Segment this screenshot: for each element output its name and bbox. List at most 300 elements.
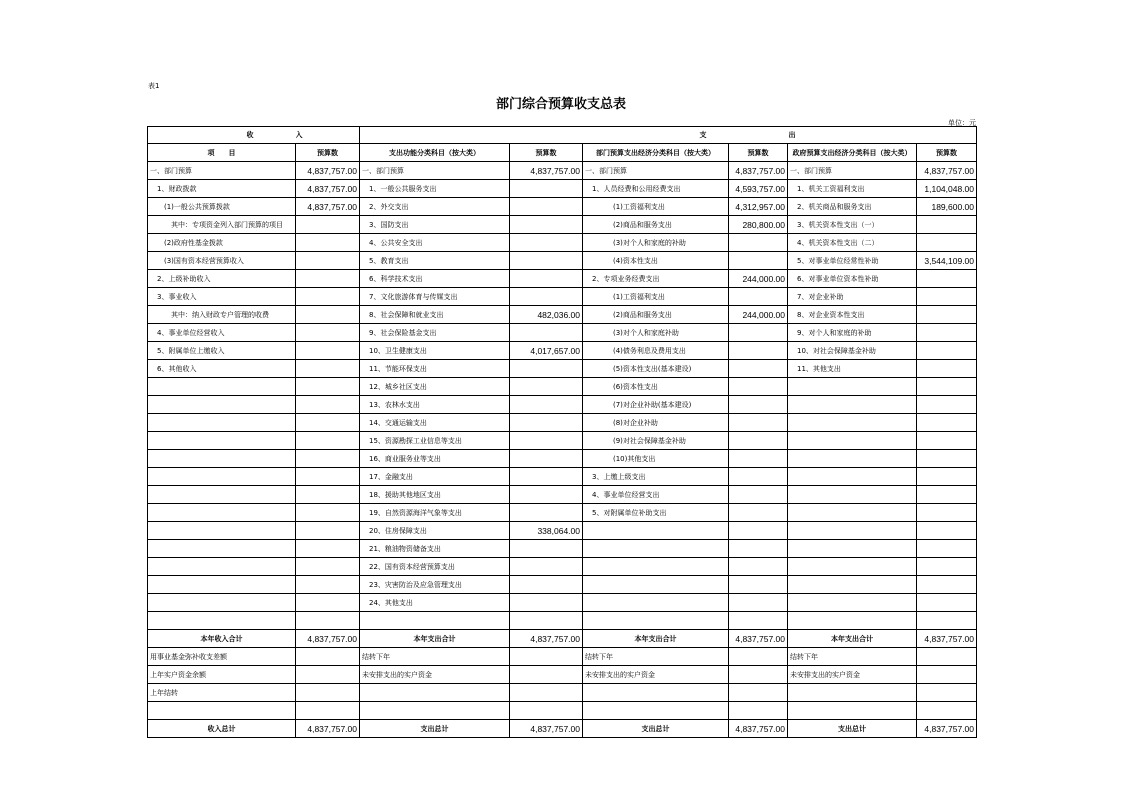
amount-cell: 244,000.00 xyxy=(729,306,788,324)
item-cell: 9、对个人和家庭的补助 xyxy=(788,324,917,342)
amount-cell xyxy=(917,432,977,450)
table-row xyxy=(148,180,977,198)
amount-cell xyxy=(917,414,977,432)
amount-cell xyxy=(917,594,977,612)
amount-cell xyxy=(296,468,360,486)
amount-cell xyxy=(510,216,583,234)
amount-cell xyxy=(296,306,360,324)
item-cell: 23、灾害防治及应急管理支出 xyxy=(360,576,510,594)
amount-cell xyxy=(729,288,788,306)
item-cell: 16、商业服务业等支出 xyxy=(360,450,510,468)
item-cell xyxy=(788,684,917,702)
table-row xyxy=(148,324,977,342)
section-income-b: 入 xyxy=(296,127,360,144)
amount-cell xyxy=(917,378,977,396)
item-cell: 支出总计 xyxy=(360,720,510,738)
amount-cell xyxy=(296,648,360,666)
amount-cell: 4,593,757.00 xyxy=(729,180,788,198)
amount-cell xyxy=(296,666,360,684)
item-cell: 8、社会保障和就业支出 xyxy=(360,306,510,324)
item-cell: 11、节能环保支出 xyxy=(360,360,510,378)
item-cell: 项 目 xyxy=(148,144,296,162)
amount-cell xyxy=(917,522,977,540)
amount-cell xyxy=(510,414,583,432)
item-cell xyxy=(148,396,296,414)
item-cell: (2)政府性基金拨款 xyxy=(148,234,296,252)
table-row xyxy=(148,162,977,180)
item-cell xyxy=(788,504,917,522)
amount-cell xyxy=(917,666,977,684)
item-cell xyxy=(148,414,296,432)
item-cell: 4、事业单位经营收入 xyxy=(148,324,296,342)
item-cell: (4)资本性支出 xyxy=(583,252,729,270)
amount-cell: 4,837,757.00 xyxy=(729,720,788,738)
amount-cell xyxy=(510,324,583,342)
amount-cell: 4,837,757.00 xyxy=(917,630,977,648)
amount-cell xyxy=(510,288,583,306)
amount-cell xyxy=(729,648,788,666)
amount-cell xyxy=(917,702,977,720)
amount-cell xyxy=(729,666,788,684)
amount-cell: 338,064.00 xyxy=(510,522,583,540)
amount-cell xyxy=(917,648,977,666)
item-cell: 一、部门预算 xyxy=(788,162,917,180)
item-cell: 17、金融支出 xyxy=(360,468,510,486)
item-cell xyxy=(148,486,296,504)
table-row xyxy=(148,252,977,270)
item-cell: 其中：纳入财政专户管理的收费 xyxy=(148,306,296,324)
item-cell: 3、国防支出 xyxy=(360,216,510,234)
table-row xyxy=(148,198,977,216)
item-cell: 上年结转 xyxy=(148,684,296,702)
amount-cell xyxy=(296,522,360,540)
item-cell: 6、其他收入 xyxy=(148,360,296,378)
item-cell: (3)国有资本经营预算收入 xyxy=(148,252,296,270)
item-cell xyxy=(583,684,729,702)
item-cell: 一、部门预算 xyxy=(148,162,296,180)
item-cell: 8、对企业资本性支出 xyxy=(788,306,917,324)
item-cell: 1、财政拨款 xyxy=(148,180,296,198)
amount-cell xyxy=(917,216,977,234)
item-cell xyxy=(148,504,296,522)
item-cell: 19、自然资源海洋气象等支出 xyxy=(360,504,510,522)
amount-cell xyxy=(296,684,360,702)
amount-cell: 4,837,757.00 xyxy=(296,198,360,216)
item-cell xyxy=(148,522,296,540)
item-cell: 5、对事业单位经常性补助 xyxy=(788,252,917,270)
item-cell: 2、专项业务经费支出 xyxy=(583,270,729,288)
item-cell: 2、上级补助收入 xyxy=(148,270,296,288)
amount-cell xyxy=(296,540,360,558)
amount-cell xyxy=(296,576,360,594)
amount-cell xyxy=(510,180,583,198)
table-row xyxy=(148,666,977,684)
item-cell: (1)工资福利支出 xyxy=(583,288,729,306)
amount-cell xyxy=(917,360,977,378)
amount-cell xyxy=(510,270,583,288)
table-row xyxy=(148,576,977,594)
amount-cell xyxy=(917,396,977,414)
amount-cell: 244,000.00 xyxy=(729,270,788,288)
item-cell: (1)工资福利支出 xyxy=(583,198,729,216)
item-cell: 部门预算支出经济分类科目（按大类） xyxy=(583,144,729,162)
item-cell: 上年实户资金余额 xyxy=(148,666,296,684)
item-cell: (5)资本性支出(基本建设) xyxy=(583,360,729,378)
table-row xyxy=(148,468,977,486)
amount-cell xyxy=(296,342,360,360)
amount-cell xyxy=(917,270,977,288)
amount-cell: 4,837,757.00 xyxy=(729,162,788,180)
item-cell xyxy=(148,612,296,630)
table-row xyxy=(148,504,977,522)
item-cell xyxy=(148,558,296,576)
amount-cell: 280,800.00 xyxy=(729,216,788,234)
amount-cell xyxy=(729,360,788,378)
item-cell xyxy=(788,468,917,486)
item-cell xyxy=(583,540,729,558)
item-cell: 本年支出合计 xyxy=(583,630,729,648)
table-row xyxy=(148,360,977,378)
grand-total-row xyxy=(148,720,977,738)
amount-cell xyxy=(296,414,360,432)
amount-cell xyxy=(917,612,977,630)
item-cell: 13、农林水支出 xyxy=(360,396,510,414)
item-cell: 1、人员经费和公用经费支出 xyxy=(583,180,729,198)
table-row xyxy=(148,270,977,288)
amount-cell xyxy=(296,252,360,270)
item-cell: 未安排支出的实户资金 xyxy=(788,666,917,684)
item-cell xyxy=(788,540,917,558)
table-row xyxy=(148,522,977,540)
amount-cell xyxy=(917,324,977,342)
item-cell: 2、外交支出 xyxy=(360,198,510,216)
item-cell: 11、其他支出 xyxy=(788,360,917,378)
item-cell: 支出总计 xyxy=(583,720,729,738)
amount-cell xyxy=(729,504,788,522)
item-cell: 14、交通运输支出 xyxy=(360,414,510,432)
amount-cell xyxy=(296,324,360,342)
amount-cell xyxy=(296,486,360,504)
amount-cell xyxy=(510,558,583,576)
amount-cell xyxy=(917,288,977,306)
table-row xyxy=(148,450,977,468)
amount-cell xyxy=(729,486,788,504)
item-cell: 1、一般公共服务支出 xyxy=(360,180,510,198)
amount-cell xyxy=(510,198,583,216)
amount-cell: 4,837,757.00 xyxy=(296,180,360,198)
item-cell: 22、国有资本经营预算支出 xyxy=(360,558,510,576)
table-row xyxy=(148,648,977,666)
amount-cell: 1,104,048.00 xyxy=(917,180,977,198)
item-cell: 未安排支出的实户资金 xyxy=(583,666,729,684)
table-row xyxy=(148,216,977,234)
amount-cell xyxy=(917,576,977,594)
page-title: 部门综合预算收支总表 xyxy=(495,97,626,112)
amount-cell xyxy=(917,540,977,558)
amount-cell: 189,600.00 xyxy=(917,198,977,216)
item-cell: 10、卫生健康支出 xyxy=(360,342,510,360)
item-cell: (4)债务利息及费用支出 xyxy=(583,342,729,360)
item-cell: (10)其他支出 xyxy=(583,450,729,468)
item-cell: 10、对社会保障基金补助 xyxy=(788,342,917,360)
item-cell: 4、事业单位经营支出 xyxy=(583,486,729,504)
amount-cell xyxy=(510,666,583,684)
item-cell: 未安排支出的实户资金 xyxy=(360,666,510,684)
item-cell: 9、社会保险基金支出 xyxy=(360,324,510,342)
item-cell: 15、资源勘探工业信息等支出 xyxy=(360,432,510,450)
amount-cell xyxy=(296,288,360,306)
amount-cell xyxy=(917,486,977,504)
amount-cell xyxy=(917,684,977,702)
amount-cell xyxy=(296,378,360,396)
item-cell: 支出功能分类科目（按大类） xyxy=(360,144,510,162)
item-cell xyxy=(583,702,729,720)
item-cell: (1)一般公共预算拨款 xyxy=(148,198,296,216)
item-cell: 结转下年 xyxy=(788,648,917,666)
item-cell: (2)商品和服务支出 xyxy=(583,306,729,324)
item-cell: 3、机关资本性支出（一） xyxy=(788,216,917,234)
item-cell: 6、科学技术支出 xyxy=(360,270,510,288)
item-cell: 本年支出合计 xyxy=(360,630,510,648)
amount-cell: 4,312,957.00 xyxy=(729,198,788,216)
item-cell xyxy=(148,576,296,594)
amount-cell xyxy=(917,468,977,486)
amount-cell xyxy=(510,576,583,594)
amount-cell xyxy=(296,504,360,522)
table-row xyxy=(148,414,977,432)
item-cell: 本年支出合计 xyxy=(788,630,917,648)
item-cell xyxy=(360,612,510,630)
table-row xyxy=(148,540,977,558)
item-cell: 5、附属单位上缴收入 xyxy=(148,342,296,360)
amount-cell xyxy=(296,702,360,720)
section-income-a: 收 xyxy=(148,127,296,144)
item-cell: 7、对企业补助 xyxy=(788,288,917,306)
table-row xyxy=(148,342,977,360)
amount-cell xyxy=(729,522,788,540)
item-cell xyxy=(788,378,917,396)
amount-cell xyxy=(296,612,360,630)
amount-cell xyxy=(729,234,788,252)
section-expense-b: 出 xyxy=(729,127,977,144)
amount-cell xyxy=(917,450,977,468)
amount-cell xyxy=(510,540,583,558)
amount-cell: 预算数 xyxy=(729,144,788,162)
amount-cell xyxy=(729,450,788,468)
amount-cell: 4,837,757.00 xyxy=(510,630,583,648)
item-cell xyxy=(583,522,729,540)
item-cell: 其中：专项资金列入部门预算的项目 xyxy=(148,216,296,234)
amount-cell xyxy=(729,468,788,486)
item-cell: 6、对事业单位资本性补助 xyxy=(788,270,917,288)
table-row xyxy=(148,306,977,324)
item-cell: 结转下年 xyxy=(583,648,729,666)
table-row xyxy=(148,234,977,252)
amount-cell xyxy=(296,594,360,612)
item-cell: 3、事业收入 xyxy=(148,288,296,306)
section-header-row xyxy=(148,127,977,144)
item-cell xyxy=(788,522,917,540)
item-cell xyxy=(788,594,917,612)
item-cell xyxy=(148,450,296,468)
amount-cell: 预算数 xyxy=(296,144,360,162)
amount-cell xyxy=(296,450,360,468)
amount-cell xyxy=(510,252,583,270)
amount-cell xyxy=(510,234,583,252)
amount-cell xyxy=(917,504,977,522)
table-row xyxy=(148,594,977,612)
amount-cell xyxy=(729,702,788,720)
amount-cell xyxy=(510,486,583,504)
item-cell xyxy=(788,414,917,432)
item-cell xyxy=(788,486,917,504)
amount-cell xyxy=(296,432,360,450)
item-cell: (7)对企业补助(基本建设) xyxy=(583,396,729,414)
amount-cell xyxy=(510,612,583,630)
amount-cell: 4,837,757.00 xyxy=(510,720,583,738)
item-cell: 2、机关商品和服务支出 xyxy=(788,198,917,216)
item-cell xyxy=(583,558,729,576)
item-cell: 7、文化旅游体育与传媒支出 xyxy=(360,288,510,306)
item-cell: (2)商品和服务支出 xyxy=(583,216,729,234)
amount-cell: 482,036.00 xyxy=(510,306,583,324)
item-cell: 用事业基金弥补收支差额 xyxy=(148,648,296,666)
amount-cell xyxy=(296,558,360,576)
amount-cell xyxy=(917,306,977,324)
table-row xyxy=(148,396,977,414)
amount-cell xyxy=(510,378,583,396)
amount-cell xyxy=(729,684,788,702)
amount-cell xyxy=(510,360,583,378)
amount-cell xyxy=(729,576,788,594)
item-cell: 4、机关资本性支出（二） xyxy=(788,234,917,252)
amount-cell xyxy=(729,612,788,630)
item-cell xyxy=(148,468,296,486)
table-row xyxy=(148,702,977,720)
amount-cell xyxy=(510,450,583,468)
amount-cell xyxy=(729,432,788,450)
item-cell xyxy=(583,576,729,594)
budget-table xyxy=(147,126,977,738)
amount-cell xyxy=(510,432,583,450)
amount-cell xyxy=(510,594,583,612)
unit-label: 单位：元 xyxy=(948,119,976,127)
amount-cell xyxy=(729,252,788,270)
item-cell: 一、部门预算 xyxy=(583,162,729,180)
table-row xyxy=(148,288,977,306)
amount-cell xyxy=(296,360,360,378)
amount-cell xyxy=(729,594,788,612)
item-cell xyxy=(148,378,296,396)
amount-cell xyxy=(729,414,788,432)
item-cell: 1、机关工资福利支出 xyxy=(788,180,917,198)
amount-cell: 3,544,109.00 xyxy=(917,252,977,270)
amount-cell xyxy=(510,684,583,702)
amount-cell: 4,837,757.00 xyxy=(296,162,360,180)
item-cell xyxy=(788,396,917,414)
item-cell: 20、住房保障支出 xyxy=(360,522,510,540)
amount-cell xyxy=(296,270,360,288)
amount-cell xyxy=(296,234,360,252)
amount-cell xyxy=(917,558,977,576)
item-cell: 4、公共安全支出 xyxy=(360,234,510,252)
amount-cell xyxy=(729,342,788,360)
item-cell: (9)对社会保障基金补助 xyxy=(583,432,729,450)
section-expense-a: 支 xyxy=(360,127,729,144)
table-row xyxy=(148,612,977,630)
item-cell: 21、粮油物资储备支出 xyxy=(360,540,510,558)
amount-cell: 预算数 xyxy=(917,144,977,162)
table-row xyxy=(148,486,977,504)
item-cell: (3)对个人和家庭补助 xyxy=(583,324,729,342)
amount-cell: 4,017,657.00 xyxy=(510,342,583,360)
item-cell xyxy=(148,594,296,612)
table-row xyxy=(148,378,977,396)
item-cell xyxy=(788,558,917,576)
amount-cell xyxy=(917,234,977,252)
item-cell xyxy=(583,594,729,612)
item-cell xyxy=(788,432,917,450)
amount-cell xyxy=(729,540,788,558)
item-cell: 一、部门预算 xyxy=(360,162,510,180)
amount-cell: 4,837,757.00 xyxy=(510,162,583,180)
item-cell: (6)资本性支出 xyxy=(583,378,729,396)
amount-cell xyxy=(510,504,583,522)
item-cell xyxy=(788,450,917,468)
amount-cell: 4,837,757.00 xyxy=(729,630,788,648)
item-cell: 本年收入合计 xyxy=(148,630,296,648)
amount-cell: 4,837,757.00 xyxy=(296,630,360,648)
annual-total-row xyxy=(148,630,977,648)
amount-cell: 4,837,757.00 xyxy=(917,720,977,738)
table-row xyxy=(148,684,977,702)
item-cell: 结转下年 xyxy=(360,648,510,666)
amount-cell xyxy=(296,396,360,414)
item-cell: 12、城乡社区支出 xyxy=(360,378,510,396)
amount-cell xyxy=(729,396,788,414)
amount-cell xyxy=(510,396,583,414)
item-cell: 18、援助其他地区支出 xyxy=(360,486,510,504)
item-cell: 5、教育支出 xyxy=(360,252,510,270)
amount-cell xyxy=(510,702,583,720)
item-cell: 收入总计 xyxy=(148,720,296,738)
table-row xyxy=(148,432,977,450)
table-row xyxy=(148,558,977,576)
item-cell: 政府预算支出经济分类科目（按大类） xyxy=(788,144,917,162)
item-cell: 支出总计 xyxy=(788,720,917,738)
amount-cell: 4,837,757.00 xyxy=(296,720,360,738)
item-cell xyxy=(360,702,510,720)
item-cell: (8)对企业补助 xyxy=(583,414,729,432)
item-cell xyxy=(583,612,729,630)
item-cell xyxy=(148,540,296,558)
item-cell xyxy=(788,576,917,594)
amount-cell xyxy=(510,648,583,666)
item-cell xyxy=(788,612,917,630)
amount-cell xyxy=(917,342,977,360)
amount-cell xyxy=(510,468,583,486)
item-cell: 3、上缴上级支出 xyxy=(583,468,729,486)
amount-cell xyxy=(729,558,788,576)
amount-cell xyxy=(729,378,788,396)
item-cell xyxy=(788,702,917,720)
item-cell xyxy=(148,702,296,720)
amount-cell: 4,837,757.00 xyxy=(917,162,977,180)
item-cell: 24、其他支出 xyxy=(360,594,510,612)
item-cell: (3)对个人和家庭的补助 xyxy=(583,234,729,252)
table-number: 表1 xyxy=(148,82,160,90)
item-cell xyxy=(148,432,296,450)
